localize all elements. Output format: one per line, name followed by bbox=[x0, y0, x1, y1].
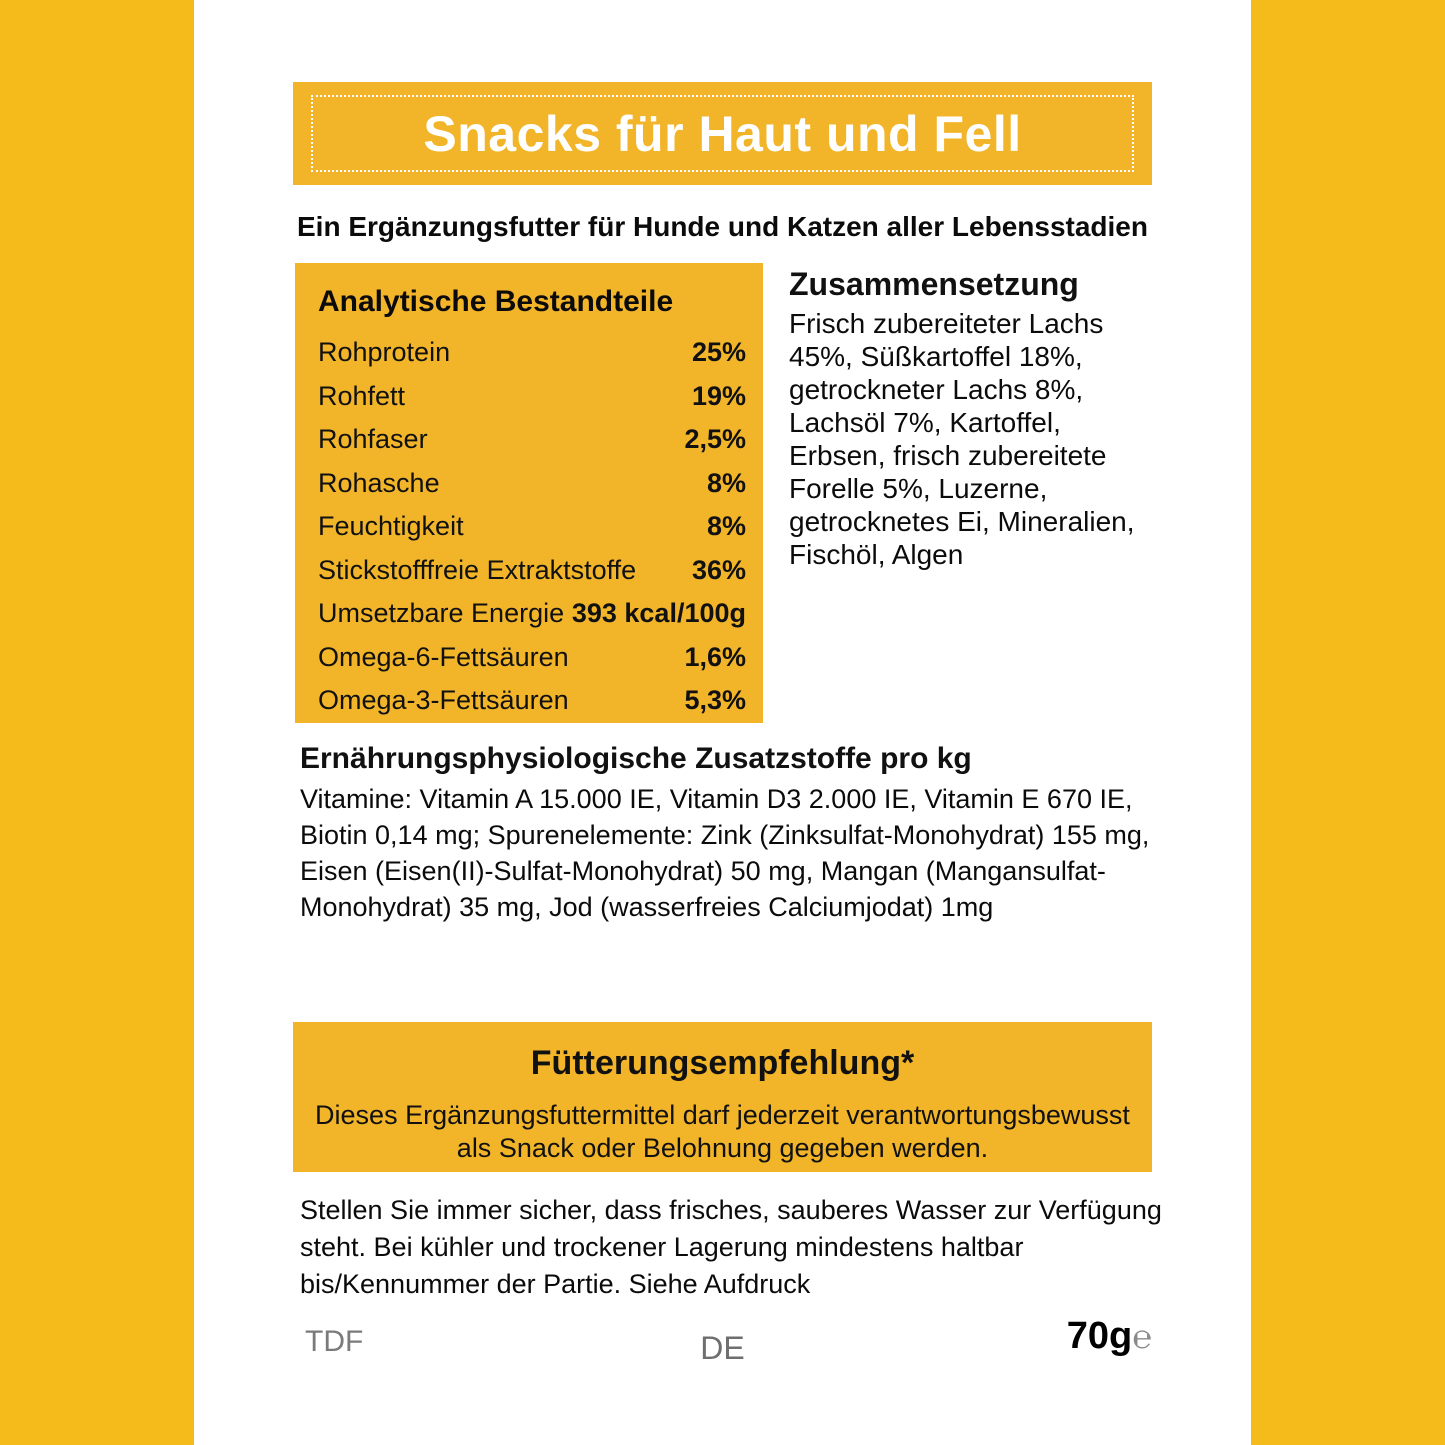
analytical-heading: Analytische Bestandteile bbox=[318, 285, 674, 318]
row-label: Rohfaser bbox=[318, 424, 428, 455]
analytical-constituents-table bbox=[295, 263, 763, 723]
row-label: Rohasche bbox=[318, 467, 440, 498]
right-border-strip bbox=[1251, 0, 1445, 1445]
row-value: 19% bbox=[691, 380, 746, 411]
table-row bbox=[318, 375, 746, 419]
row-value: 8% bbox=[706, 511, 746, 542]
estimated-sign: ℮ bbox=[1132, 1318, 1152, 1355]
composition-body: Frisch zubereiteter Lachs 45%, Süßkartoffel 18%, getrockneter Lachs 8%, Lachsöl 7%, Kartoffel, Erbsen, frisch zubereitete Forelle 5%, Luzerne, getrocknetes Ei, Mineralien, Fischöl, Algen bbox=[789, 308, 1135, 570]
row-value: 8% bbox=[706, 467, 746, 498]
feeding-heading: Fütterungsempfehlung* bbox=[530, 1044, 915, 1082]
row-label: Rohfett bbox=[318, 380, 406, 411]
table-row bbox=[318, 636, 746, 680]
footer-country-code: DE bbox=[700, 1330, 745, 1366]
product-title: Snacks für Haut und Fell bbox=[423, 105, 1022, 162]
row-value: 5,3% bbox=[684, 685, 746, 716]
row-value: 393 kcal/100g bbox=[571, 598, 746, 629]
row-label: Omega-3-Fettsäuren bbox=[318, 685, 569, 716]
row-value: 2,5% bbox=[684, 424, 746, 455]
additives-section bbox=[300, 742, 1162, 925]
additives-heading: Ernährungsphysiologische Zusatzstoffe pro kg bbox=[300, 742, 972, 775]
row-label: Feuchtigkeit bbox=[318, 511, 464, 542]
additives-body: Vitamine: Vitamin A 15.000 IE, Vitamin D3 2.000 IE, Vitamin E 670 IE, Biotin 0,14 mg; Spurenelemente: Zink (Zinksulfat-Monohydrat) 155 mg, Eisen (Eisen(II)-Sulfat-Monohydrat) 50 mg, Mangan (Mangansulfat-Monohydrat) 35 mg, Jod (wasserfreies Calciumjodat) 1mg bbox=[300, 784, 1150, 922]
composition-heading: Zusammensetzung bbox=[789, 266, 1079, 302]
left-border-strip bbox=[0, 0, 194, 1445]
table-row bbox=[318, 592, 746, 636]
table-row bbox=[318, 679, 746, 723]
row-label: Stickstofffreie Extraktstoffe bbox=[318, 554, 637, 585]
storage-note: Stellen Sie immer sicher, dass frisches, sauberes Wasser zur Verfügung steht. Bei kühler und trockener Lagerung mindestens haltbar bis/Kennummer der Partie. Siehe Aufdruck bbox=[300, 1195, 1162, 1299]
footer-batch-code: TDF bbox=[305, 1325, 364, 1358]
table-row bbox=[318, 331, 746, 375]
row-label: Omega-6-Fettsäuren bbox=[318, 641, 569, 672]
table-row bbox=[318, 418, 746, 462]
feeding-recommendation-box bbox=[293, 1022, 1152, 1172]
product-subtitle: Ein Ergänzungsfutter für Hunde und Katzen aller Lebensstadien bbox=[297, 211, 1148, 242]
row-value: 25% bbox=[691, 337, 746, 368]
title-banner bbox=[293, 82, 1152, 185]
table-row bbox=[318, 549, 746, 593]
weight-value: 70g bbox=[1066, 1315, 1133, 1357]
row-value: 1,6% bbox=[684, 641, 746, 672]
row-label: Umsetzbare Energie bbox=[318, 598, 565, 629]
composition-section bbox=[789, 266, 1165, 571]
row-label: Rohprotein bbox=[318, 337, 451, 368]
row-value: 36% bbox=[691, 554, 746, 585]
footer-weight bbox=[852, 1315, 1152, 1358]
feeding-body: Dieses Ergänzungsfuttermittel darf jederzeit verantwortungsbewusst als Snack oder Belohnung gegeben werden. bbox=[315, 1100, 1130, 1163]
table-row bbox=[318, 505, 746, 549]
table-row bbox=[318, 462, 746, 506]
